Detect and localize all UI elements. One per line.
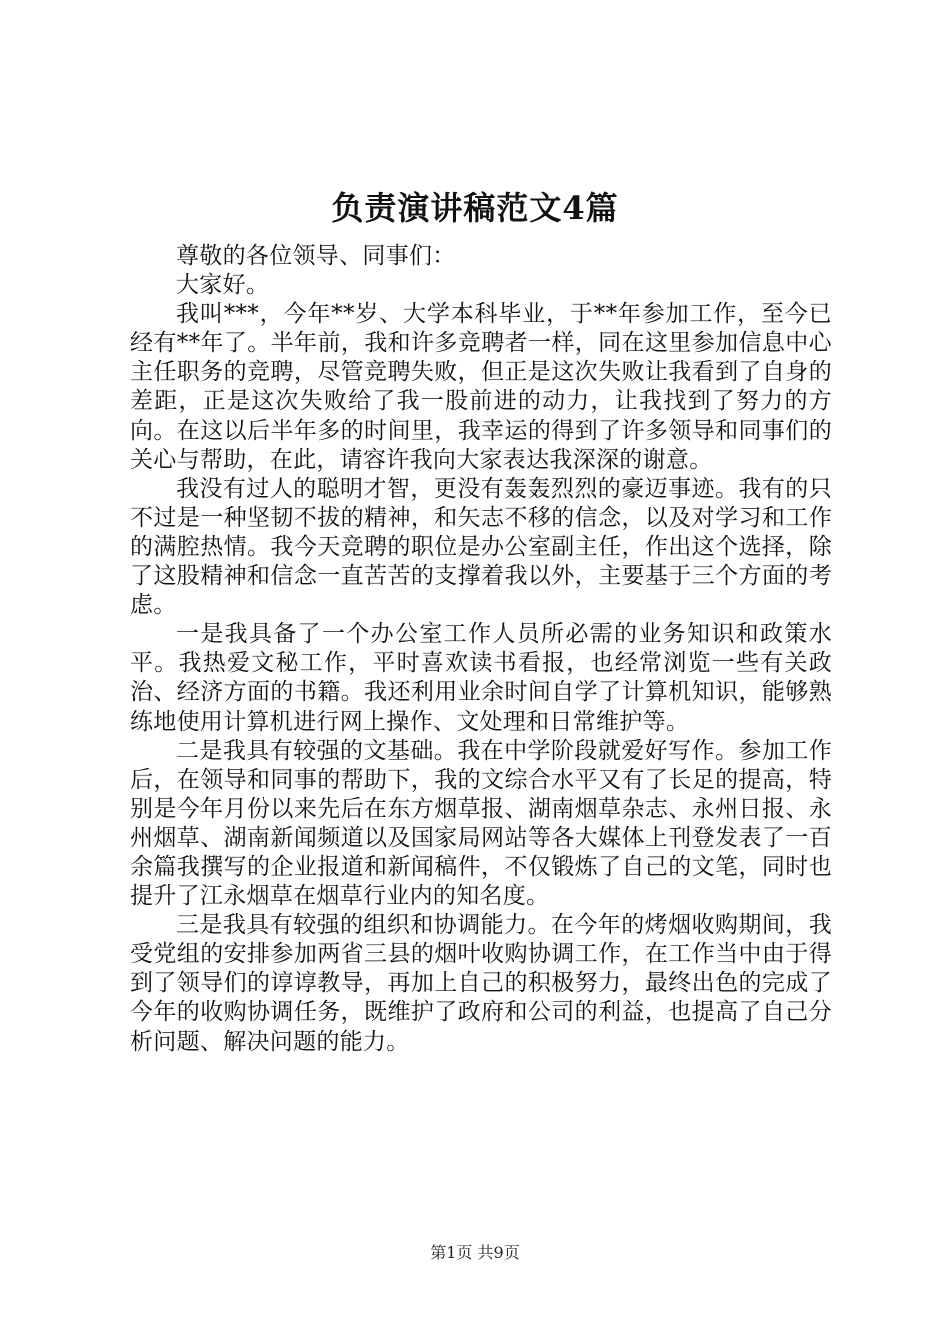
salutation: 尊敬的各位领导、同事们： xyxy=(176,243,456,269)
paragraph-point-three: 三是我具有较强的组织和协调能力。在今年的烤烟收购期间，我受党组的安排参加两省三县的烟叶收购协调工作，在工作当中由于得到了领导们的谆谆教导，再加上自己的积极努力，最终出色的完成了今年的收购协调任务，既维护了政府和公司的利益，也提高了自己分析问题、解决问题的能力。 xyxy=(130,912,832,1055)
document-title: 负责演讲稿范文4篇 xyxy=(331,189,619,227)
page-number-footer: 第1页 共9页 xyxy=(430,1243,520,1262)
paragraph-introduction: 我叫***，今年**岁、大学本科毕业，于**年参加工作，至今已经有**年了。半年前，我和许多竞聘者一样，同在这里参加信息中心主任职务的竞聘，尽管竞聘失败，但正是这次失败让我看到了自身的差距，正是这次失败给了我一股前进的动力，让我找到了努力的方向。在这以后半年多的时间里，我幸运的得到了许多领导和同事们的关心与帮助，在此，请容许我向大家表达我深深的谢意。 xyxy=(130,301,832,473)
paragraph-point-one: 一是我具备了一个办公室工作人员所必需的业务知识和政策水平。我热爱文秘工作，平时喜欢读书看报，也经常浏览一些有关政治、经济方面的书籍。我还利用业余时间自学了计算机知识，能够熟练地使用计算机进行网上操作、文处理和日常维护等。 xyxy=(130,621,832,735)
paragraph-point-two: 二是我具有较强的文基础。我在中学阶段就爱好写作。参加工作后，在领导和同事的帮助下，我的文综合水平又有了长足的提高，特别是今年月份以来先后在东方烟草报、湖南烟草杂志、永州日报、永州烟草、湖南新闻频道以及国家局网站等各大媒体上刊登发表了一百余篇我撰写的企业报道和新闻稿件，不仅锻炼了自己的文笔，同时也提升了江永烟草在烟草行业内的知名度。 xyxy=(130,737,832,910)
paragraph-motivation: 我没有过人的聪明才智，更没有轰轰烈烈的豪迈事迹。我有的只不过是一种坚韧不拔的精神，和矢志不移的信念，以及对学习和工作的满腔热情。我今天竞聘的职位是办公室副主任，作出这个选择，除了这股精神和信念一直苦苦的支撑着我以外，主要基于三个方面的考虑。 xyxy=(130,475,832,619)
document-body xyxy=(130,242,832,1057)
greeting: 大家好。 xyxy=(176,272,270,299)
